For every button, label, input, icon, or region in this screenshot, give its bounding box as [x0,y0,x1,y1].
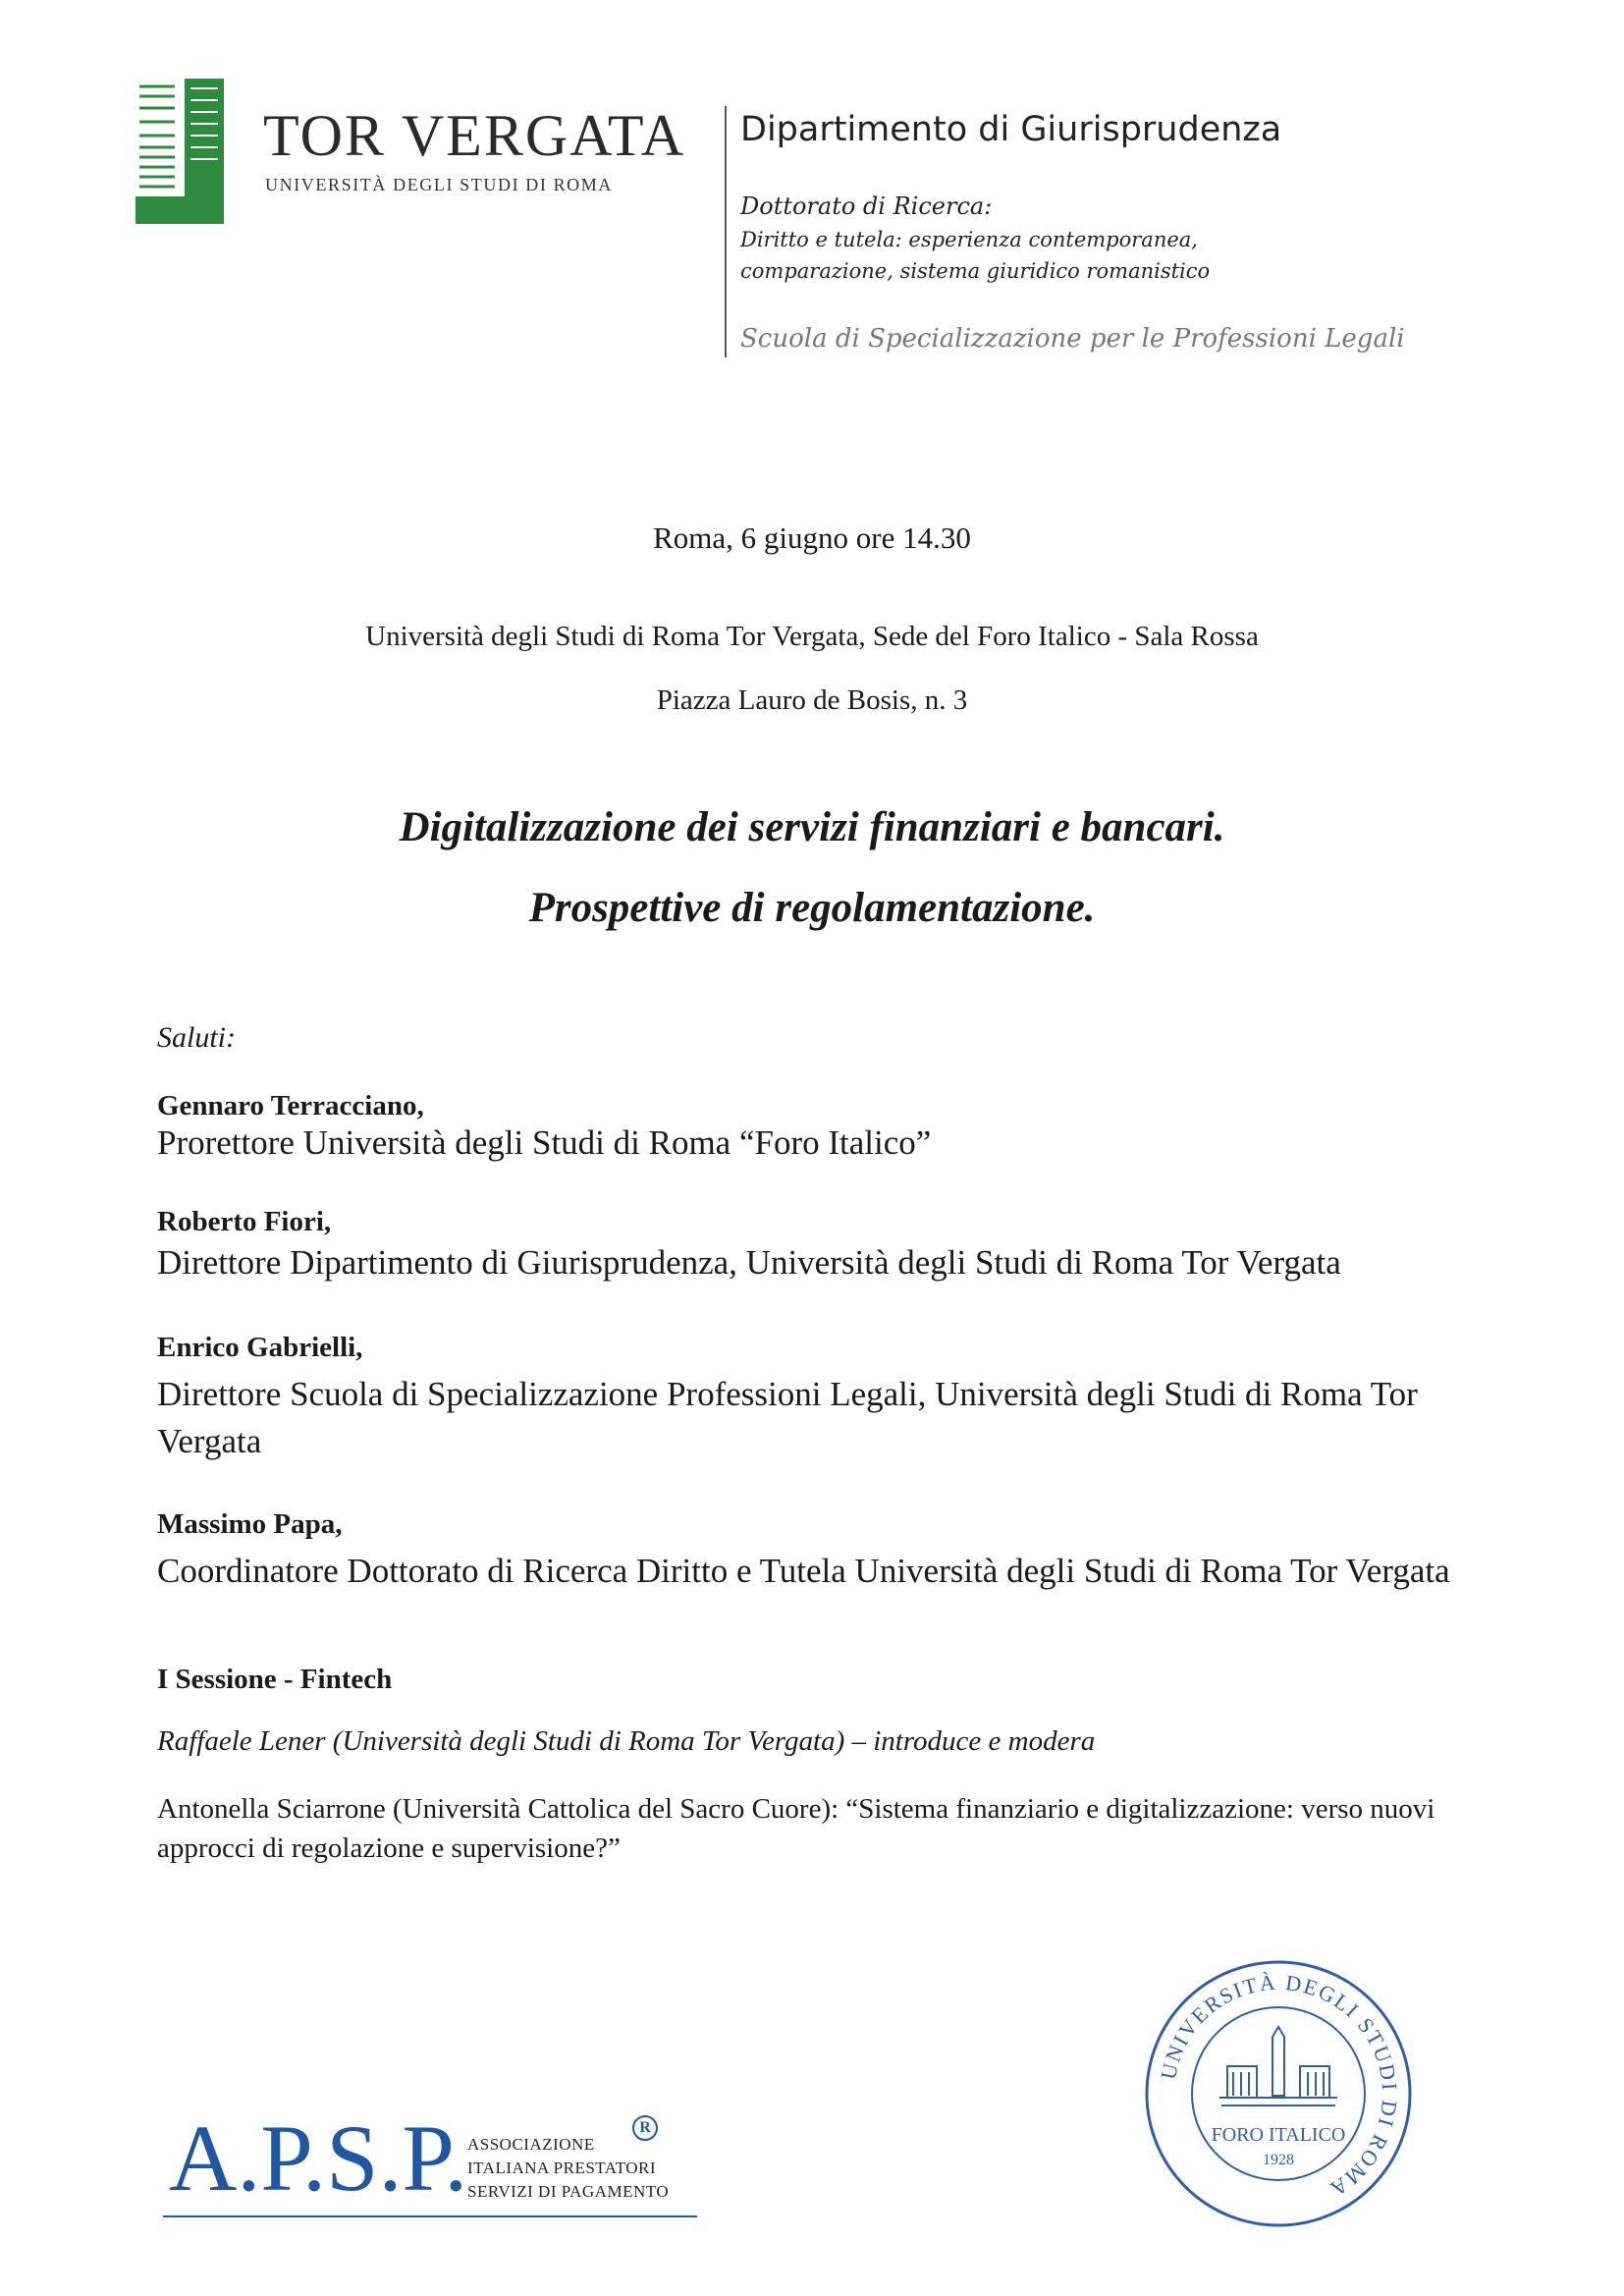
university-subtitle: UNIVERSITÀ DEGLI STUDI DI ROMA [265,175,613,194]
foro-italico-seal-icon [1143,1958,1414,2229]
event-venue: Università degli Studi di Roma Tor Vergata, Sede del Foro Italico - Sala Rossa [365,621,1259,652]
event-address: Piazza Lauro de Bosis, n. 3 [656,684,968,716]
event-subtitle: Prospettive di regolamentazione. [528,885,1096,931]
registered-trademark-icon: R [632,2115,658,2141]
header-divider [725,106,727,357]
speaker-role: Prorettore Università degli Studi di Roma “Foro Italico” [157,1123,932,1162]
department-name: Dipartimento di Giurisprudenza [740,110,1282,149]
school-name: Scuola di Specializzazione per le Professioni Legali [740,324,1405,354]
speaker-role: Direttore Scuola di Specializzazione Professioni Legali, Università degli Studi di Roma Tor Vergata [157,1375,1418,1460]
greetings-label: Saluti: [157,1021,236,1054]
doctorate-line: comparazione, sistema giuridico romanistico [740,259,1211,283]
apsp-underline [163,2215,697,2217]
speaker-role: Direttore Dipartimento di Giurisprudenza, Università degli Studi di Roma Tor Vergata [157,1243,1341,1282]
speaker-name: Enrico Gabrielli, [157,1332,363,1363]
svg-text:1928: 1928 [1263,2152,1294,2168]
session-moderator: Raffaele Lener (Università degli Studi di Roma Tor Vergata) – introduce e modera [157,1725,1096,1757]
svg-text:UNIVERSITÀ DEGLI STUDI DI ROMA: UNIVERSITÀ DEGLI STUDI DI ROMA [1155,1969,1403,2203]
speaker-name: Massimo Papa, [157,1508,343,1540]
speaker-name: Gennaro Terracciano, [157,1090,424,1121]
apsp-name-line: SERVIZI DI PAGAMENTO [467,2182,670,2201]
apsp-name-line: ITALIANA PRESTATORI [467,2159,657,2177]
event-title: Digitalizzazione dei servizi finanziari e bancari. [399,804,1225,850]
university-name: TOR VERGATA [263,103,686,168]
svg-text:FORO ITALICO: FORO ITALICO [1211,2124,1346,2146]
apsp-name-line: ASSOCIAZIONE [467,2135,595,2154]
speaker-role: Coordinatore Dottorato di Ricerca Diritto e Tutela Università degli Studi di Roma Tor Vergata [157,1552,1450,1590]
doctorate-line: Diritto e tutela: esperienza contemporanea, [740,228,1198,251]
speaker-name: Roberto Fiori, [157,1206,332,1237]
apsp-logo: A.P.S.P. [169,2105,468,2211]
tor-vergata-logo-icon [135,79,224,224]
session-talk: Antonella Sciarrone (Università Cattolica del Sacro Cuore): “Sistema finanziario e digitalizzazione: verso nuovi approcci di regolazione e supervisione?” [157,1793,1435,1864]
event-date-time: Roma, 6 giugno ore 14.30 [653,520,971,555]
doctorate-title: Dottorato di Ricerca: [740,192,993,220]
session-title: I Sessione - Fintech [157,1664,393,1695]
